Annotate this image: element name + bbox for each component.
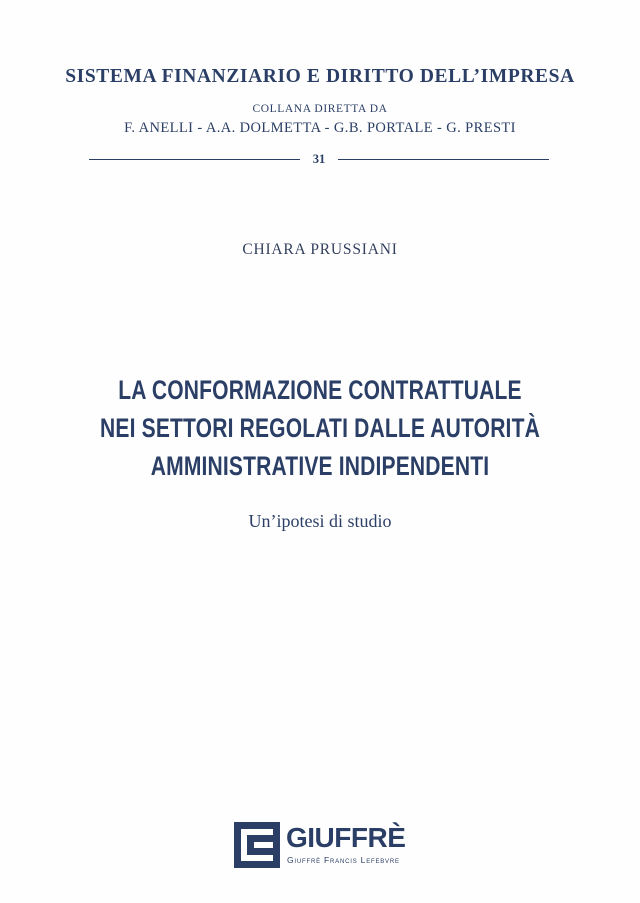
collana-label: COLLANA DIRETTA DA (252, 103, 388, 115)
volume-number: 31 (312, 151, 326, 166)
book-title (0, 371, 640, 485)
book-subtitle: Un’ipotesi di studio (248, 511, 392, 531)
giuffre-g-logo-icon (234, 822, 280, 868)
title-line-2: NEI SETTORI REGOLATI DALLE AUTORITÀ (100, 413, 540, 443)
series-title: SISTEMA FINANZIARIO E DIRITTO DELL’IMPRESA (65, 66, 575, 87)
author-name: CHIARA PRUSSIANI (242, 241, 398, 258)
series-editors: F. ANELLI - A.A. DOLMETTA - G.B. PORTALE - G. PRESTI (124, 120, 516, 136)
title-line-1: LA CONFORMAZIONE CONTRATTUALE (118, 375, 522, 405)
rule-right (338, 159, 549, 160)
volume-rule (89, 151, 549, 167)
title-line-3: AMMINISTRATIVE INDIPENDENTI (150, 451, 490, 481)
rule-left (89, 159, 300, 160)
publisher-name: GIUFFRÈ (286, 822, 406, 853)
publisher-logo (234, 822, 414, 870)
publisher-subline: Giuffrè Francis Lefebvre (287, 855, 400, 865)
